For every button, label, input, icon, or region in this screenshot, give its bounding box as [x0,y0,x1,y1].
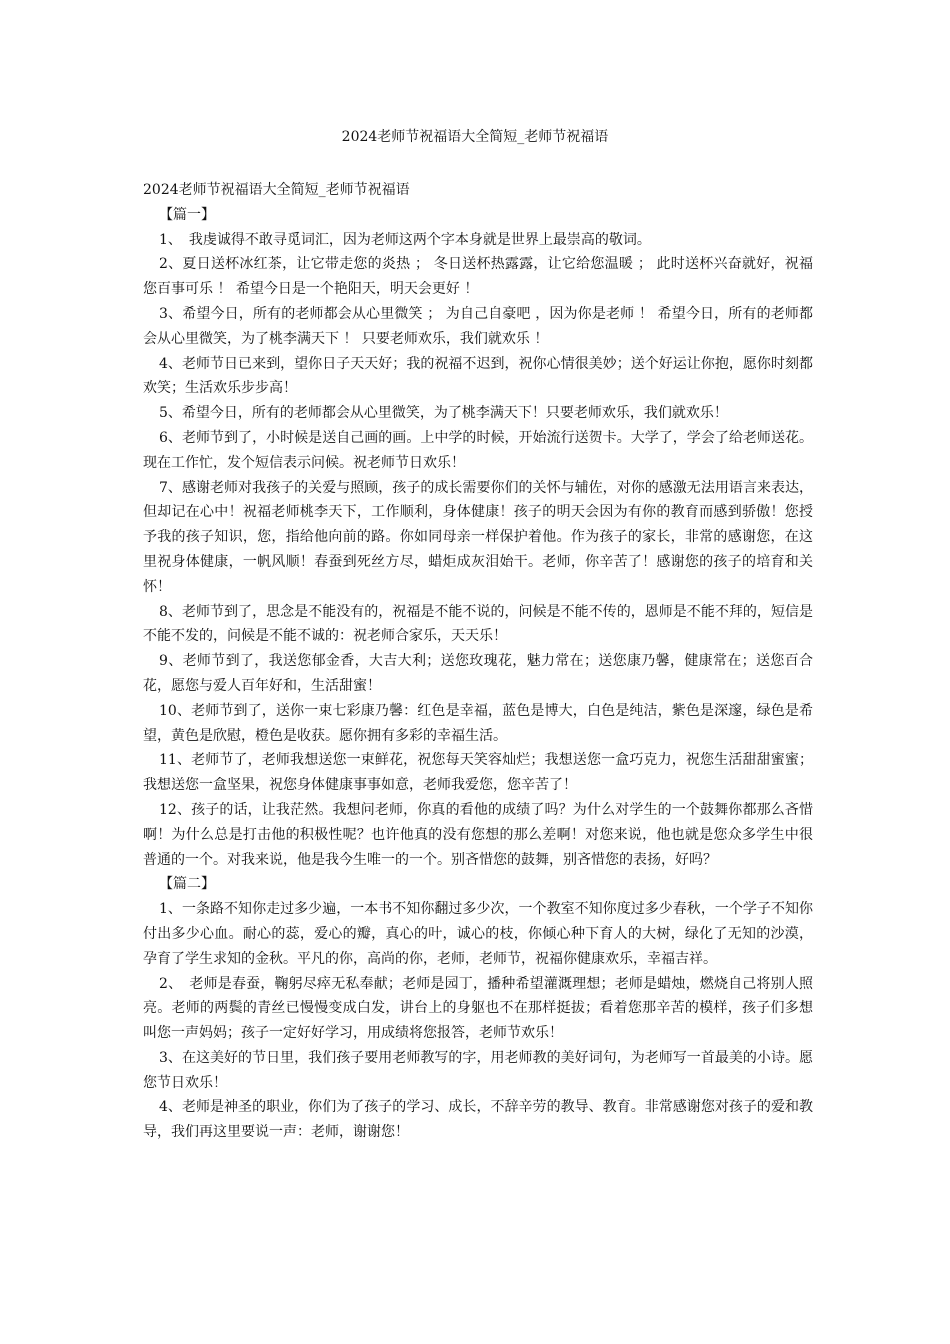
paragraph: 10、老师节到了，送你一束七彩康乃馨：红色是幸福，蓝色是博大，白色是纯洁，紫色是深邃，绿色是希望，黄色是欣慰，橙色是收获。愿你拥有多彩的幸福生活。 [143,702,813,744]
paragraph: 4、老师节日已来到，望你日子天天好；我的祝福不迟到，祝你心情很美妙；送个好运让你抱，愿你时刻都欢笑；生活欢乐步步高！ [143,355,813,397]
paragraph: 7、感谢老师对我孩子的关爱与照顾，孩子的成长需要你们的关怀与辅佐，对你的感激无法用语言来表达，但却记在心中！祝福老师桃李天下，工作顺利，身体健康！孩子的明天会因为有你的教育而感到骄傲！您授予我的孩子知识，您，指给他向前的路。你如同母亲一样保护着他。作为孩子的家长，非常的感谢您，在这里祝身体健康，一帆风顺！春蚕到死丝方尽，蜡炬成灰泪始干。老师，你辛苦了！感谢您的孩子的培育和关怀！ [143,479,813,595]
paragraph: 8、老师节到了，思念是不能没有的，祝福是不能不说的，问候是不能不传的，恩师是不能不拜的，短信是不能不发的，问候是不能不诚的：祝老师合家乐，天天乐！ [143,603,813,645]
paragraph: 11、老师节了，老师我想送您一束鲜花，祝您每天笑容灿烂；我想送您一盒巧克力，祝您生活甜甜蜜蜜；我想送您一盒坚果，祝您身体健康事事如意，老师我爱您，您辛苦了！ [143,752,813,794]
paragraph: 5、希望今日，所有的老师都会从心里微笑，为了桃李满天下！只要老师欢乐，我们就欢乐！ [159,405,728,422]
document-title: 2024老师节祝福语大全简短_老师节祝福语 [341,129,609,145]
paragraph: 2、 老师是春蚕，鞠躬尽瘁无私奉献；老师是园丁，播种希望灌溉理想；老师是蜡烛，燃烧自己将别人照亮。老师的两鬓的青丝已慢慢变成白发，讲台上的身躯也不在那样挺拔；看着您那辛苦的模样，孩子们多想叫您一声妈妈；孩子一定好好学习，用成绩将您报答，老师节欢乐！ [143,975,813,1042]
document-subtitle: 2024老师节祝福语大全简短_老师节祝福语 [143,182,410,198]
paragraph: 1、一条路不知你走过多少遍，一本书不知你翻过多少次，一个教室不知你度过多少春秋，一个学子不知你付出多少心血。耐心的蕊，爱心的瓣，真心的叶，诚心的枝，你倾心种下育人的大树，绿化了无知的沙漠，孕育了学生求知的金秋。平凡的你，高尚的你，老师，老师节，祝福你健康欢乐，幸福吉祥。 [143,901,813,967]
paragraph: 3、在这美好的节日里，我们孩子要用老师教写的字，用老师教的美好词句，为老师写一首最美的小诗。愿您节日欢乐！ [143,1049,813,1091]
paragraph: 9、老师节到了，我送您郁金香，大吉大利；送您玫瑰花，魅力常在；送您康乃馨，健康常在；送您百合花，愿您与爱人百年好和，生活甜蜜！ [143,653,813,694]
paragraph: 4、老师是神圣的职业，你们为了孩子的学习、成长，不辞辛劳的教导、教育。非常感谢您对孩子的爱和教导，我们再这里要说一声：老师，谢谢您！ [143,1099,813,1141]
section-heading: 【篇二】 [159,876,215,893]
document-body [143,178,813,1145]
section-heading: 【篇一】 [159,206,215,223]
paragraph: 3、希望今日，所有的老师都会从心里微笑 ； 为自己自豪吧 ，因为你是老师 ！ 希望今日，所有的老师都会从心里微笑，为了桃李满天下 ！ 只要老师欢乐，我们就欢乐 ！ [143,305,813,347]
section-2 [143,872,813,1145]
paragraph: 2、夏日送杯冰红茶，让它带走您的炎热 ； 冬日送杯热露露，让它给您温暖 ； 此时送杯兴奋就好，祝福您百事可乐 ！ 希望今日是一个艳阳天，明天会更好 ！ [143,256,813,298]
paragraph: 12、孩子的话，让我茫然。我想问老师，你真的看他的成绩了吗？为什么对学生的一个鼓舞你都那么吝惜啊！为什么总是打击他的积极性呢？也许他真的没有您想的那么差啊！对您来说，他也就是您众多学生中很普通的一个。对我来说，他是我今生唯一的一个。别吝惜您的鼓舞，别吝惜您的表扬，好吗？ [143,801,813,868]
section-1 [143,203,813,873]
paragraph: 1、 我虔诚得不敢寻觅词汇，因为老师这两个字本身就是世界上最崇高的敬词。 [159,231,651,248]
paragraph: 6、老师节到了，小时候是送自己画的画。上中学的时候，开始流行送贺卡。大学了，学会了给老师送花。现在工作忙，发个短信表示问候。祝老师节日欢乐！ [143,429,813,471]
